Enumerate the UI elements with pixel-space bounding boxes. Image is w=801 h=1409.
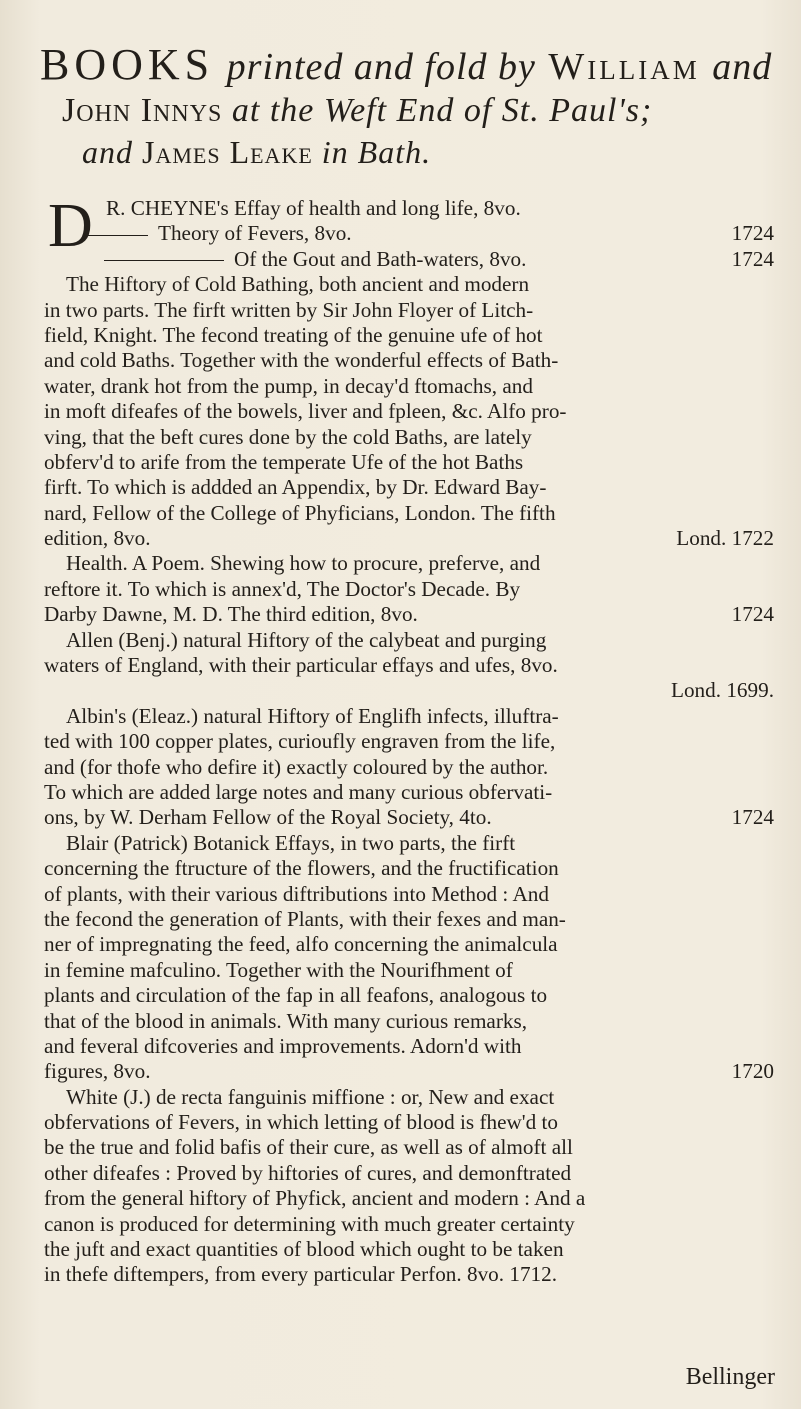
text-line — [44, 1110, 774, 1135]
header-line-2 — [62, 90, 780, 132]
catchword: Bellinger — [685, 1364, 775, 1390]
text-line — [44, 729, 774, 754]
line-text: ner of impregnating the feed, alfo concerning the animalcula — [44, 932, 558, 957]
publisher-address: at the Weft End of St. Paul's; — [231, 92, 653, 129]
line-date: 1720 — [731, 1059, 774, 1084]
line-text: the juft and exact quantities of blood which ought to be taken — [44, 1237, 564, 1262]
line-text: White (J.) de recta fanguinis miffione : or, New and exact — [66, 1084, 555, 1109]
line-text: the fecond the generation of Plants, with their fexes and man- — [44, 906, 566, 931]
line-text: in thefe diftempers, from every particular Perfon. 8vo. 1712. — [44, 1262, 558, 1287]
line-date: Lond. 1699. — [671, 678, 774, 703]
line-text: Health. A Poem. Shewing how to procure, preferve, and — [66, 551, 541, 576]
line-date: Lond. 1722 — [676, 526, 774, 551]
line-text: and (for thofe who defire it) exactly coloured by the author. — [44, 754, 549, 779]
line-text: other difeafes : Proved by hiftories of cures, and demonftrated — [44, 1160, 572, 1185]
line-text: reftore it. To which is annex'd, The Doctor's Decade. By — [44, 576, 521, 601]
publisher-location: in Bath. — [321, 134, 432, 170]
text-line — [44, 1161, 774, 1186]
line-text: in two parts. The firft written by Sir John Floyer of Litch- — [44, 297, 534, 322]
text-line — [44, 602, 774, 627]
text-line — [44, 983, 774, 1008]
line-text: The Hiftory of Cold Bathing, both ancient and modern — [66, 272, 530, 297]
line-text: from the general hiftory of Phyfick, ancient and modern : And a — [44, 1186, 586, 1211]
text-line — [44, 628, 774, 653]
text-line — [44, 1085, 774, 1110]
text-line — [44, 196, 774, 221]
line-text: in femine mafculino. Together with the Nourifhment of — [44, 957, 513, 982]
text-line — [44, 247, 774, 272]
text-line — [44, 704, 774, 729]
text-line — [44, 1135, 774, 1160]
text-line — [44, 1059, 774, 1084]
line-text: To which are added large notes and many curious obfervati- — [44, 779, 553, 804]
books-heading: BOOKS — [40, 40, 215, 89]
line-text: and feveral difcoveries and improvements. Adorn'd with — [44, 1033, 522, 1058]
text-line — [44, 399, 774, 424]
text-line — [44, 526, 774, 551]
text-line — [44, 831, 774, 856]
text-line — [44, 932, 774, 957]
line-with-rule — [44, 247, 526, 272]
line-text: of plants, with their various diftributions into Method : And — [44, 881, 549, 906]
ditto-rule — [104, 260, 224, 261]
text-line — [44, 551, 774, 576]
text-line — [44, 1186, 774, 1211]
line-text: ted with 100 copper plates, curioufly engraven from the life, — [44, 729, 556, 754]
line-text: R. CHEYNE's Effay of health and long life, 8vo. — [106, 196, 521, 220]
advertisement-header — [40, 42, 780, 172]
publisher-james-leake: James Leake — [142, 134, 313, 170]
text-line — [44, 1212, 774, 1237]
text-line — [44, 298, 774, 323]
line-text: Albin's (Eleaz.) natural Hiftory of Englifh infects, illuftra- — [66, 703, 559, 728]
line-text: waters of England, with their particular effays and ufes, 8vo. — [44, 653, 558, 678]
line-text: be the true and folid bafis of their cure, as well as of almoft all — [44, 1135, 573, 1160]
text-line — [44, 348, 774, 373]
header-line-3 — [82, 132, 780, 172]
line-date: 1724 — [731, 246, 774, 271]
printed-and-sold-by: printed and fold by — [226, 46, 536, 88]
publisher-john-innys: John Innys — [62, 92, 223, 129]
line-text: ving, that the beft cures done by the cold Baths, are lately — [44, 424, 532, 449]
text-line — [44, 425, 774, 450]
text-line — [44, 678, 774, 703]
text-line — [44, 805, 774, 830]
line-text: and cold Baths. Together with the wonderful effects of Bath- — [44, 348, 559, 373]
text-line — [44, 577, 774, 602]
line-text: obfervations of Fevers, in which letting of blood is fhew'd to — [44, 1110, 558, 1135]
text-line — [44, 374, 774, 399]
text-line — [44, 856, 774, 881]
line-text: Blair (Patrick) Botanick Effays, in two parts, the firft — [66, 830, 516, 855]
text-line — [44, 475, 774, 500]
text-line — [44, 755, 774, 780]
ditto-rule — [88, 235, 148, 236]
line-date: 1724 — [731, 805, 774, 830]
line-text: concerning the ftructure of the flowers, and the fructification — [44, 856, 559, 881]
text-line — [44, 272, 774, 297]
header-line-1 — [40, 42, 780, 90]
header-and-1: and — [712, 46, 773, 88]
line-text: Darby Dawne, M. D. The third edition, 8vo. — [44, 602, 418, 627]
book-list — [44, 192, 774, 1288]
line-text: nard, Fellow of the College of Phyficians, London. The fifth — [44, 500, 556, 525]
text-line — [44, 1009, 774, 1034]
drop-cap: D — [48, 192, 93, 260]
text-line — [44, 501, 774, 526]
text-line — [44, 1237, 774, 1262]
line-text: water, drank hot from the pump, in decay'd ftomachs, and — [44, 373, 533, 398]
text-line — [44, 221, 774, 246]
line-text: Of the Gout and Bath-waters, 8vo. — [234, 246, 527, 271]
text-line — [44, 1034, 774, 1059]
publisher-william: William — [548, 46, 700, 88]
text-line — [44, 323, 774, 348]
line-text: obferv'd to arife from the temperate Ufe of the hot Baths — [44, 449, 524, 474]
line-text: Allen (Benj.) natural Hiftory of the calybeat and purging — [66, 627, 547, 652]
line-text: ons, by W. Derham Fellow of the Royal Society, 4to. — [44, 805, 492, 830]
text-line — [44, 1262, 774, 1287]
line-text: plants and circulation of the fap in all feafons, analogous to — [44, 983, 548, 1008]
line-text: Theory of Fevers, 8vo. — [158, 221, 352, 246]
text-line — [44, 958, 774, 983]
line-date: 1724 — [731, 602, 774, 627]
line-date: 1724 — [731, 221, 774, 246]
line-text: in moft difeafes of the bowels, liver and fpleen, &c. Alfo pro- — [44, 399, 567, 424]
line-text: firft. To which is addded an Appendix, by Dr. Edward Bay- — [44, 475, 547, 500]
text-line — [44, 450, 774, 475]
text-line — [44, 882, 774, 907]
text-line — [44, 653, 774, 678]
text-line — [44, 907, 774, 932]
line-text: that of the blood in animals. With many curious remarks, — [44, 1008, 528, 1033]
line-text: canon is produced for determining with much greater certainty — [44, 1211, 575, 1236]
line-text: edition, 8vo. — [44, 526, 151, 551]
line-text: field, Knight. The fecond treating of the genuine ufe of hot — [44, 322, 543, 347]
line-text: figures, 8vo. — [44, 1059, 151, 1084]
header-and-2: and — [82, 134, 133, 170]
text-line — [44, 780, 774, 805]
